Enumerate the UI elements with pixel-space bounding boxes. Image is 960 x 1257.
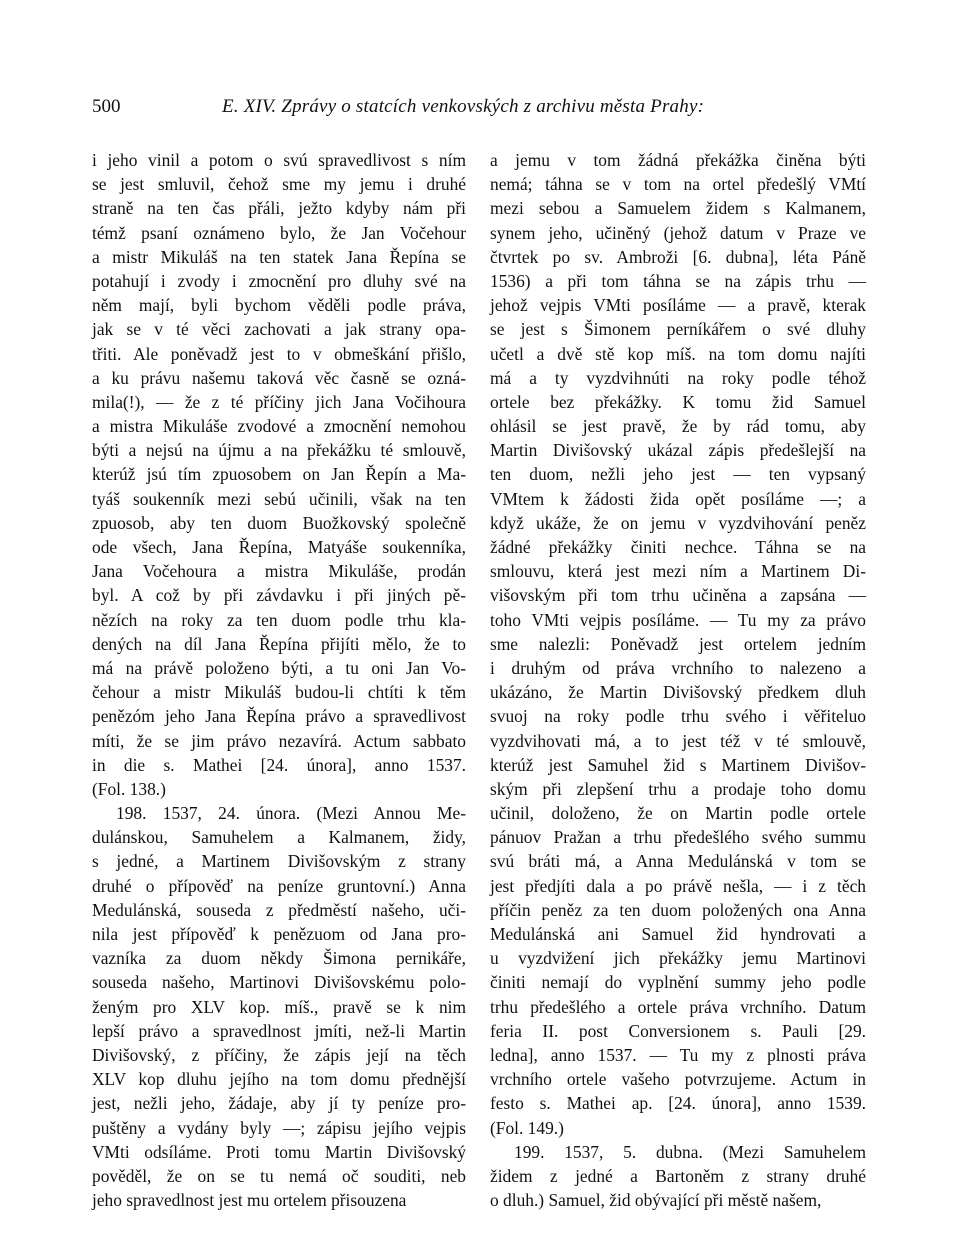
text-line: druhé o přípověď na peníze gruntovní.) Anna xyxy=(92,875,466,896)
text-line: 1536) a při tom táhna se na zápis trhu — xyxy=(490,270,866,291)
text-line: tyáš soukenník mezi sebú učinili, však na ten xyxy=(92,488,466,509)
text-line: ohlásil se jest pravě, že by rád tomu, aby xyxy=(490,416,866,437)
text-line: pánuov Pražan a trhu předešlého svého summu xyxy=(490,827,866,848)
text-line: o dluh.) Samuel, žid obývající při městě našem, xyxy=(490,1190,822,1211)
text-line: smlouvu, která jest mezi ním a Martinem Di- xyxy=(490,561,866,582)
text-line: toho VMti vejpis posíláme. — Tu my za právo xyxy=(490,609,866,630)
text-line: Divišovský, z příčiny, že zápis její na těch xyxy=(92,1044,466,1065)
text-line: 198. 1537, 24. února. (Mezi Annou Me- xyxy=(116,803,466,824)
text-line: ským při zlepšení trhu a prodaje toho domu xyxy=(490,778,866,799)
text-line: dených na díl Jana Řepína přijíti mělo, že to xyxy=(92,633,466,654)
text-line: učinil, doloženo, že on Martin podle ortele xyxy=(490,803,866,824)
text-line: činiti nemají do vyplnění summy jeho podle xyxy=(490,972,866,993)
text-line: (Fol. 138.) xyxy=(92,778,166,799)
text-line: kterúž jsú tím zpuosobem on Jan Řepín a Ma- xyxy=(92,464,466,485)
text-line: Martin Divišovský ukázal zápis předešlejší na xyxy=(490,440,866,461)
text-line: in die s. Mathei [24. února], anno 1537. xyxy=(92,754,466,775)
text-line: (Fol. 149.) xyxy=(490,1117,564,1138)
text-line: mezi sebou a Samuelem židem s Kalmanem, xyxy=(490,198,866,219)
text-line: VMti odsíláme. Proti tomu Martin Divišovský xyxy=(92,1141,466,1162)
text-line: Medulánská, souseda z předměstí našeho, uči- xyxy=(92,899,466,920)
text-line: se jest smluvil, čehož sme my jemu i druhé xyxy=(92,174,466,195)
text-line: ode všech, Jana Řepína, Matyáše soukenníka, xyxy=(92,537,466,557)
text-line: míti, že se jim právo nezavírá. Actum sabbato xyxy=(92,730,466,751)
text-line: býti a nejsú na újmu a na překážku té smlouvě, xyxy=(92,440,466,461)
text-line: Jana Vočehoura a mistra Mikuláše, prodán xyxy=(92,561,466,582)
text-line: ženým pro XLV kop. míš., pravě se k nim xyxy=(92,996,466,1017)
text-line: u vyzdvižení jich překážky jemu Martinovi xyxy=(490,948,866,969)
text-line: má a ty vyzdvihnúti na roky podle téhož xyxy=(490,367,866,388)
text-line: kterúž jest Samuhel žid s Martinem Divišov- xyxy=(490,754,866,775)
running-head: E. XIV. Zprávy o statcích venkovských z archivu města Prahy: xyxy=(222,96,705,117)
text-line: 199. 1537, 5. dubna. (Mezi Samuhelem xyxy=(514,1141,866,1162)
text-line: ortele bez překážky. K tomu žid Samuel xyxy=(490,391,866,412)
text-line: čehour a mistr Mikuláš budou-li chtíti k těm xyxy=(92,682,466,703)
text-line: se jest s Šimonem perníkářem o své dluhy xyxy=(490,319,866,340)
text-line: vyzdvihovati má, a to jest též v té smlouvě, xyxy=(490,730,866,751)
text-line: témž psaní oznámeno bylo, že Jan Vočehour xyxy=(92,222,466,243)
text-line: i druhým od práva vrchního to nalezeno a xyxy=(490,657,866,678)
text-line: příčin peněz za ten duom položených ona Anna xyxy=(490,899,866,920)
text-line: židem z jedné a Bartoněm z strany druhé xyxy=(490,1165,866,1186)
text-line: feria II. post Conversionem s. Pauli [29. xyxy=(490,1020,866,1041)
text-line: třiti. Ale poněvadž jest to v obmeškání přišlo, xyxy=(92,343,466,364)
text-line: čtvrtek po sv. Ambroži [6. dubna], léta Páně xyxy=(490,246,866,267)
text-line: festo s. Mathei ap. [24. února], anno 1539. xyxy=(490,1093,866,1114)
text-line: má na právě položeno býti, a tu oni Jan Vo- xyxy=(92,657,466,678)
text-line: Medulánská ani Samuel žid hyndrovati a xyxy=(490,924,866,944)
text-line: a mistra Mikuláše zvodové a zmocnění nemohou xyxy=(92,416,466,437)
text-line: učetl a dvě stě kop míš. na tom domu najíti xyxy=(490,343,866,364)
text-line: XLV kop dluhu jejího na tom domu přednější xyxy=(92,1069,466,1090)
text-line: i jeho vinil a potom o svú spravedlivost s ním xyxy=(92,150,466,170)
text-line: s jedné, a Martinem Divišovským z strany xyxy=(92,851,466,872)
text-line: nězích na roky za ten duom podle trhu kla- xyxy=(92,609,466,630)
text-line: potahují i zvody i zmocnění pro dluhy své na xyxy=(92,270,466,291)
left-column xyxy=(92,148,466,1212)
text-line: vazníka za duom někdy Šimona pernikáře, xyxy=(92,948,466,969)
text-line: nemá; táhna se v tom na ortel předešlý VMtí xyxy=(490,174,866,195)
text-line: straně na ten čas přáli, ježto kdyby nám při xyxy=(92,198,466,219)
text-line: VMtem k žádosti žida opět posíláme —; a xyxy=(490,488,866,509)
text-line: ten duom, nežli jeho jest — ten vypsaný xyxy=(490,464,866,485)
text-line: zpuosob, aby ten duom Buožkovský společně xyxy=(92,512,466,533)
text-line: pověděl, že on se tu nemá oč souditi, neb xyxy=(92,1165,466,1186)
text-line: nila jest přípověď k penězuom od Jana pro- xyxy=(92,924,466,944)
text-line: penězóm jeho Jana Řepína právo a spravedlivost xyxy=(92,706,466,727)
text-line: mila(!), — že z té příčiny jich Jana Vočihoura xyxy=(92,391,466,412)
text-line: višovským při tom trhu učiněna a zapsána — xyxy=(490,585,866,606)
text-line: vrchního ortele vašeho potvrzujeme. Actum in xyxy=(490,1069,866,1090)
text-line: jeho spravedlnost jest mu ortelem přisouzena xyxy=(92,1190,407,1211)
text-line: svuoj na roky podle trhu svého i věřiteluo xyxy=(490,706,866,727)
text-line: lepší právo a spravedlnost jmíti, než-li Martin xyxy=(92,1020,466,1041)
text-line: a ku právu našemu taková věc časně se ozná- xyxy=(92,367,466,388)
page-number: 500 xyxy=(92,96,121,117)
text-line: svú bráti má, a Anna Medulánská v tom se xyxy=(490,851,866,872)
text-line: souseda našeho, Martinovi Divišovskému polo- xyxy=(92,972,466,993)
text-line: jest, nežli jeho, žádaje, aby jí ty peníze pro- xyxy=(92,1093,466,1114)
text-line: byl. A což by při závdavku i při jiných pě- xyxy=(92,585,466,606)
text-line: puštěny a vydány byly —; zápisu jejího vejpis xyxy=(92,1117,466,1138)
text-line: sme nalezli: Poněvadž jest ortelem jedním xyxy=(490,633,866,654)
text-line: a jemu v tom žádná překážka činěna býti xyxy=(490,150,866,170)
text-line: něm mají, byli bychom věděli podle práva, xyxy=(92,295,466,316)
right-column xyxy=(490,148,866,1212)
text-line: žádné překážky činiti nechce. Táhna se na xyxy=(490,537,866,557)
text-line: jest předjíti dala a po právě nešla, — i z těch xyxy=(490,875,866,896)
text-line: a mistr Mikuláš na ten statek Jana Řepína se xyxy=(92,246,466,267)
text-line: jehož vejpis VMti posíláme — a pravě, kterak xyxy=(490,295,866,316)
text-line: ukázáno, že Martin Divišovský předkem dluh xyxy=(490,682,866,703)
text-line: dulánskou, Samuhelem a Kalmanem, židy, xyxy=(92,827,466,848)
text-line: trhu předešlého a ortele práva vrchního. Datum xyxy=(490,996,866,1017)
text-line: jak se v té věci zachovati a jak strany opa- xyxy=(92,319,466,340)
text-line: synem jeho, učiněný (jehož datum v Praze ve xyxy=(490,222,866,243)
text-line: ledna], anno 1537. — Tu my z plnosti práva xyxy=(490,1044,866,1065)
text-line: když ukáže, že on jemu v vyzdvihování peněz xyxy=(490,512,866,533)
